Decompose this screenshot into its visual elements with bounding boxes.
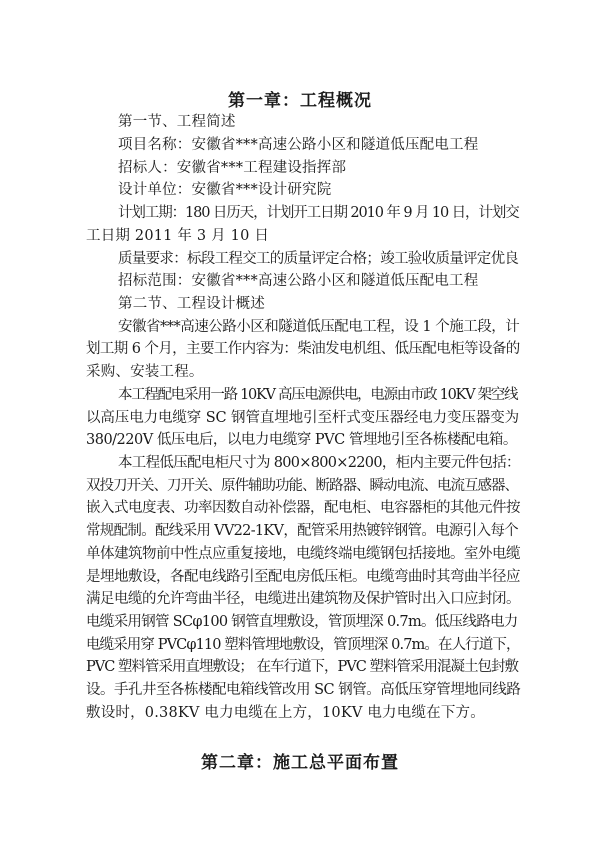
paragraph-line: 单体建筑物前中性点应重复接地，电缆终端电缆钢包括接地。室外电缆 xyxy=(86,546,520,562)
paragraph-line: PVC 塑料管采用直埋敷设； 在车行道下，PVC 塑料管采用混凝土包封敷 xyxy=(86,659,518,675)
paragraph-line: 满足电缆的允许弯曲半径，电缆进出建筑物及保护管时出入口应封闭。 xyxy=(86,591,520,607)
paragraph-line: 是埋地敷设，各配电线路引至配电房低压柜。电缆弯曲时其弯曲半径应 xyxy=(86,569,520,585)
tenderer: 招标人：安徽省***工程建设指挥部 xyxy=(118,160,347,176)
section-2-heading: 第二节、工程设计概述 xyxy=(118,296,265,312)
paragraph-line: 双投刀开关、刀开关、原件辅助功能、断路器、瞬动电流、电流互感器、 xyxy=(86,478,518,494)
section-1-heading: 第一节、工程简述 xyxy=(118,114,236,130)
paragraph-line: 本工程配电采用一路 10KV 高压电源供电，电源由市政 10KV 架空线 xyxy=(118,387,518,403)
paragraph-line: 以高压电力电缆穿 SC 钢管直埋地引至杆式变压器经电力变压器变为 xyxy=(86,410,520,426)
paragraph-line: 安徽省***高速公路小区和隧道低压配电工程，设 1 个施工段，计 xyxy=(118,319,520,335)
paragraph-line: 电缆采用钢管 SCφ100 钢管直埋敷设，管顶埋深 0.7m。低压线路电力 xyxy=(86,614,518,630)
paragraph-line: 380/220V 低压电后，以电力电缆穿 PVC 管埋地引至各栋楼配电箱。 xyxy=(86,432,517,448)
paragraph-line: 嵌入式电度表、功率因数自动补偿器，配电柜、电容器柜的其他元件按 xyxy=(86,500,520,516)
design-unit: 设计单位：安徽省***设计研究院 xyxy=(118,182,332,198)
paragraph-line: 采购、安装工程。 xyxy=(86,364,204,380)
paragraph-line: 本工程低压配电柜尺寸为 800×800×2200，柜内主要元件包括： xyxy=(118,455,520,471)
schedule-line-2: 工日期 2011 年 3 月 10 日 xyxy=(86,228,270,244)
schedule-line-1: 计划工期：180 日历天，计划开工日期 2010 年 9 月 10 日，计划交 xyxy=(118,205,519,221)
chapter-1-title: 第一章：工程概况 xyxy=(228,91,372,111)
paragraph-line: 设。手孔井至各栋楼配电箱线管改用 SC 钢管。高低压穿管埋地同线路 xyxy=(86,682,521,698)
chapter-2-title: 第二章：施工总平面布置 xyxy=(201,753,399,773)
paragraph-line: 敷设时，0.38KV 电力电缆在上方，10KV 电力电缆在下方。 xyxy=(86,705,485,721)
quality-requirement: 质量要求：标段工程交工的质量评定合格；竣工验收质量评定优良 xyxy=(118,251,519,267)
project-name: 项目名称：安徽省***高速公路小区和隧道低压配电工程 xyxy=(118,137,479,153)
paragraph-line: 电缆采用穿 PVCφ110 塑料管埋地敷设，管顶埋深 0.7m。在人行道下， xyxy=(86,637,520,653)
paragraph-line: 常规配制。配线采用 VV22-1KV，配管采用热镀锌钢管。电源引入每个 xyxy=(86,523,518,539)
paragraph-line: 划工期 6 个月，主要工作内容为：柴油发电机组、低压配电柜等设备的 xyxy=(86,341,520,357)
bid-scope: 招标范围：安徽省***高速公路小区和隧道低压配电工程 xyxy=(118,273,479,289)
